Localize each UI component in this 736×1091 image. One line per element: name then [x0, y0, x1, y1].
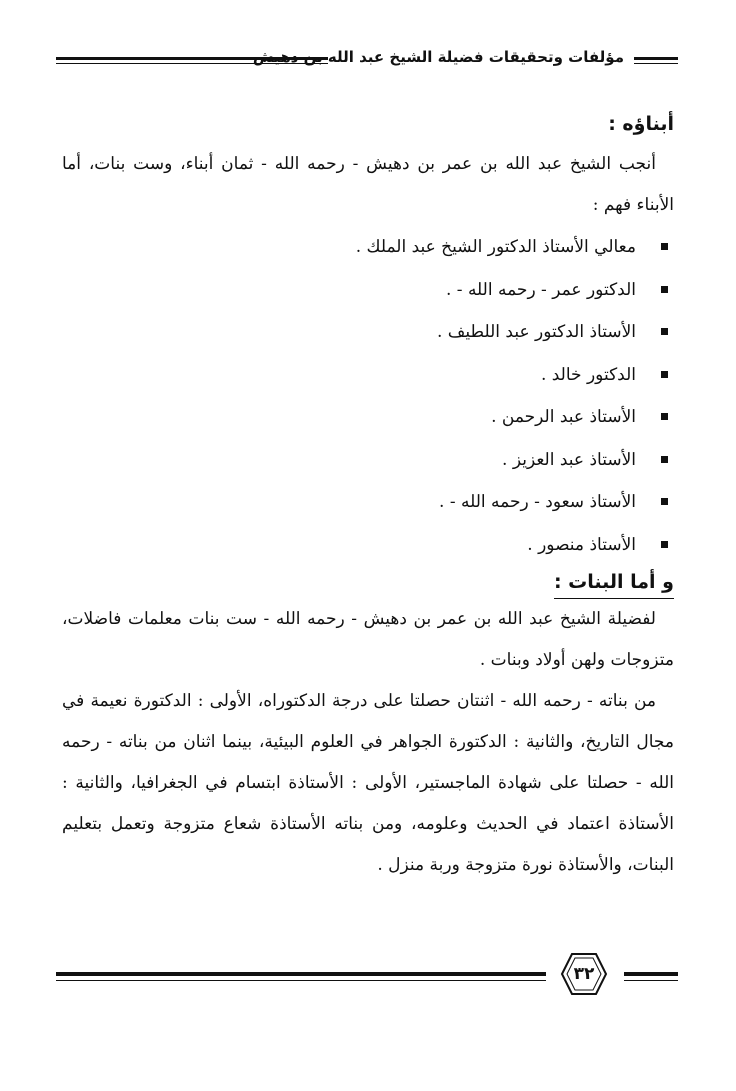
son-name: الأستاذ عبد الرحمن .: [491, 407, 636, 427]
square-bullet-icon: [661, 243, 668, 250]
sons-intro-paragraph: أنجب الشيخ عبد الله بن عمر بن دهيش - رحمه الله - ثمان أبناء، وست بنات، أما الأبناء فهم :: [62, 154, 674, 215]
list-item: [62, 354, 674, 397]
square-bullet-icon: [661, 413, 668, 420]
list-item: [62, 396, 674, 439]
daughters-paragraph-1: لفضيلة الشيخ عبد الله بن عمر بن دهيش - رحمه الله - ست بنات معلمات فاضلات، متزوجات ولهن أولاد وبنات .: [62, 609, 674, 670]
sons-list: [62, 226, 674, 566]
son-name: الأستاذ سعود - رحمه الله - .: [439, 492, 636, 512]
son-name: الأستاذ منصور .: [527, 534, 636, 555]
footer-rule-left: [56, 972, 546, 976]
square-bullet-icon: [661, 456, 668, 463]
son-name: معالي الأستاذ الدكتور الشيخ عبد الملك .: [355, 237, 636, 257]
list-item: [62, 226, 674, 269]
sons-section: [62, 104, 674, 566]
list-item: [62, 524, 674, 567]
list-item: [62, 439, 674, 482]
running-header: [56, 40, 678, 74]
daughters-heading: و أما البنات :: [554, 566, 674, 599]
footer-rule-right: [624, 972, 678, 976]
daughters-paragraph-2: من بناته - رحمه الله - اثنتان حصلتا على درجة الدكتوراه، الأولى : الدكتورة نعيمة في مجال التاريخ، والثانية : الدكتورة الجواهر في العلوم البيئية، بينما اثنان من بناته - رحمه الله - حصلتا على شهادة الماجستير، الأولى : الأستاذة ابتسام في الجغرافيا، والثانية : الأستاذة اعتماد في الحديث وعلومه، ومن بناته الأستاذة شعاع متزوجة وتعمل بتعليم البنات، والأستاذة نورة متزوجة وربة منزل .: [62, 691, 674, 875]
square-bullet-icon: [661, 498, 668, 505]
page-number: ٣٢: [573, 964, 595, 984]
list-item: [62, 311, 674, 354]
daughters-section: [62, 566, 674, 886]
page-footer: [56, 946, 678, 1002]
sons-heading: أبناؤه :: [608, 113, 674, 135]
square-bullet-icon: [661, 286, 668, 293]
square-bullet-icon: [661, 328, 668, 335]
son-name: الدكتور عمر - رحمه الله - .: [445, 279, 636, 300]
page-number-badge: [554, 950, 614, 998]
son-name: الأستاذ الدكتور عبد اللطيف .: [436, 322, 636, 342]
square-bullet-icon: [661, 371, 668, 378]
list-item: [62, 481, 674, 524]
list-item: [62, 269, 674, 312]
square-bullet-icon: [661, 541, 668, 548]
son-name: الدكتور خالد .: [540, 364, 636, 385]
header-title: مؤلفات وتحقيقات فضيلة الشيخ عبد الله بن دهيش: [252, 48, 624, 66]
page-content: [62, 104, 674, 886]
son-name: الأستاذ عبد العزيز .: [502, 449, 636, 470]
header-rule-right: [634, 57, 678, 60]
